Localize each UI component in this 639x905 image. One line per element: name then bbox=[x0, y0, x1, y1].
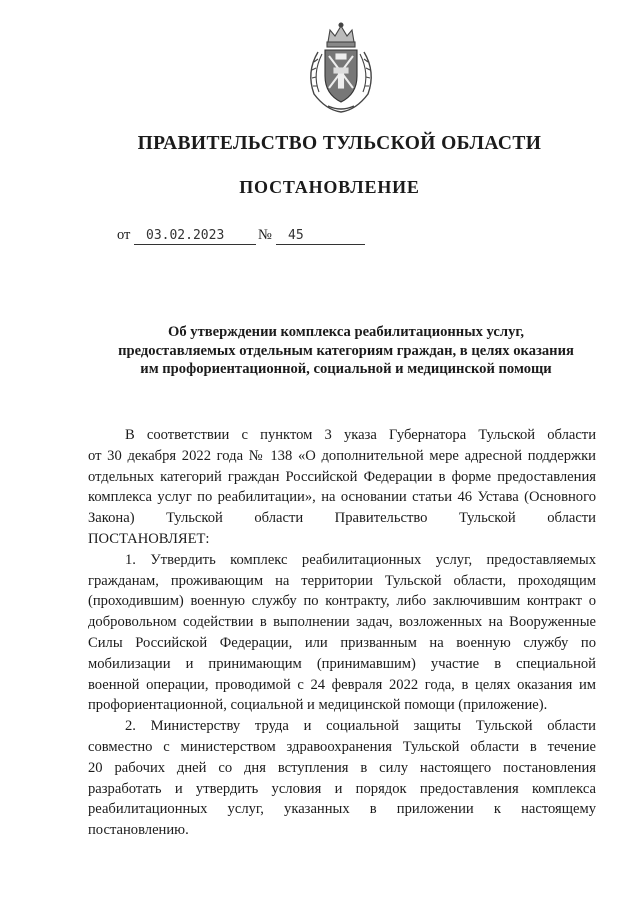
document-title bbox=[86, 323, 606, 379]
body-line: (проходившим) военную службу по контракту, либо заключившим контракт о bbox=[88, 593, 596, 610]
title-line: им профориентационной, социальной и медицинской помощи bbox=[140, 361, 552, 377]
body-line: совместно с министерством здравоохранения Тульской области в течение bbox=[88, 738, 596, 755]
body-line: добровольном содействии в выполнении задач, возложенных на Вооруженные bbox=[88, 614, 596, 631]
document-number: 45 bbox=[288, 228, 304, 243]
document-body bbox=[88, 425, 596, 841]
body-line: 1. Утвердить комплекс реабилитационных услуг, предоставляемых bbox=[125, 551, 596, 568]
item-1-paragraph bbox=[88, 550, 596, 716]
title-line: предоставляемых отдельным категориям граждан, в целях оказания bbox=[118, 342, 574, 359]
government-name: ПРАВИТЕЛЬСТВО ТУЛЬСКОЙ ОБЛАСТИ bbox=[137, 133, 542, 154]
body-line: от 30 декабря 2022 года № 138 «О дополнительной мере адресной поддержки bbox=[88, 447, 596, 464]
body-line: мобилизации и принимающим (принимавшим) участие в специальной bbox=[88, 655, 596, 672]
body-line: военной операции, проводимой с 24 февраля 2022 года, в целях оказания им bbox=[88, 676, 596, 693]
body-line: Силы Российской Федерации, или призванным на военную службу по bbox=[88, 634, 596, 651]
body-line: В соответствии с пунктом 3 указа Губернатора Тульской области bbox=[125, 427, 596, 443]
body-line: Закона) Тульской области Правительство Тульской области bbox=[88, 510, 596, 527]
body-line: отдельных категорий граждан Российской Федерации в форме предоставления bbox=[88, 468, 596, 485]
document-type: ПОСТАНОВЛЕНИЕ bbox=[239, 177, 420, 197]
body-line: реабилитационных услуг, указанных в приложении к настоящему bbox=[88, 801, 596, 818]
body-line: 2. Министерству труда и социальной защиты Тульской области bbox=[125, 718, 596, 735]
body-line: гражданам, проживающим на территории Тульской области, проходящим bbox=[88, 572, 596, 589]
document-date: 03.02.2023 bbox=[146, 228, 225, 243]
body-line: разработать и утвердить условия и порядок предоставления комплекса bbox=[88, 780, 596, 797]
item-2-paragraph bbox=[88, 716, 596, 841]
number-field bbox=[276, 227, 365, 245]
body-line: постановлению. bbox=[88, 822, 189, 839]
number-prefix: № bbox=[258, 227, 272, 243]
intro-paragraph bbox=[88, 425, 596, 550]
body-line: профориентационной, социальной и медицинской помощи (приложение). bbox=[88, 697, 548, 714]
body-line: комплекса услуг по реабилитации», на основании статьи 46 Устава (Основного bbox=[88, 489, 596, 506]
date-field bbox=[134, 227, 256, 245]
title-line: Об утверждении комплекса реабилитационных услуг, bbox=[168, 324, 524, 340]
tula-coat-of-arms-icon bbox=[298, 22, 384, 114]
body-line: 20 рабочих дней со дня вступления в силу настоящего постановления bbox=[88, 759, 596, 776]
date-prefix: от bbox=[117, 227, 131, 243]
body-line: ПОСТАНОВЛЯЕТ: bbox=[88, 530, 210, 547]
